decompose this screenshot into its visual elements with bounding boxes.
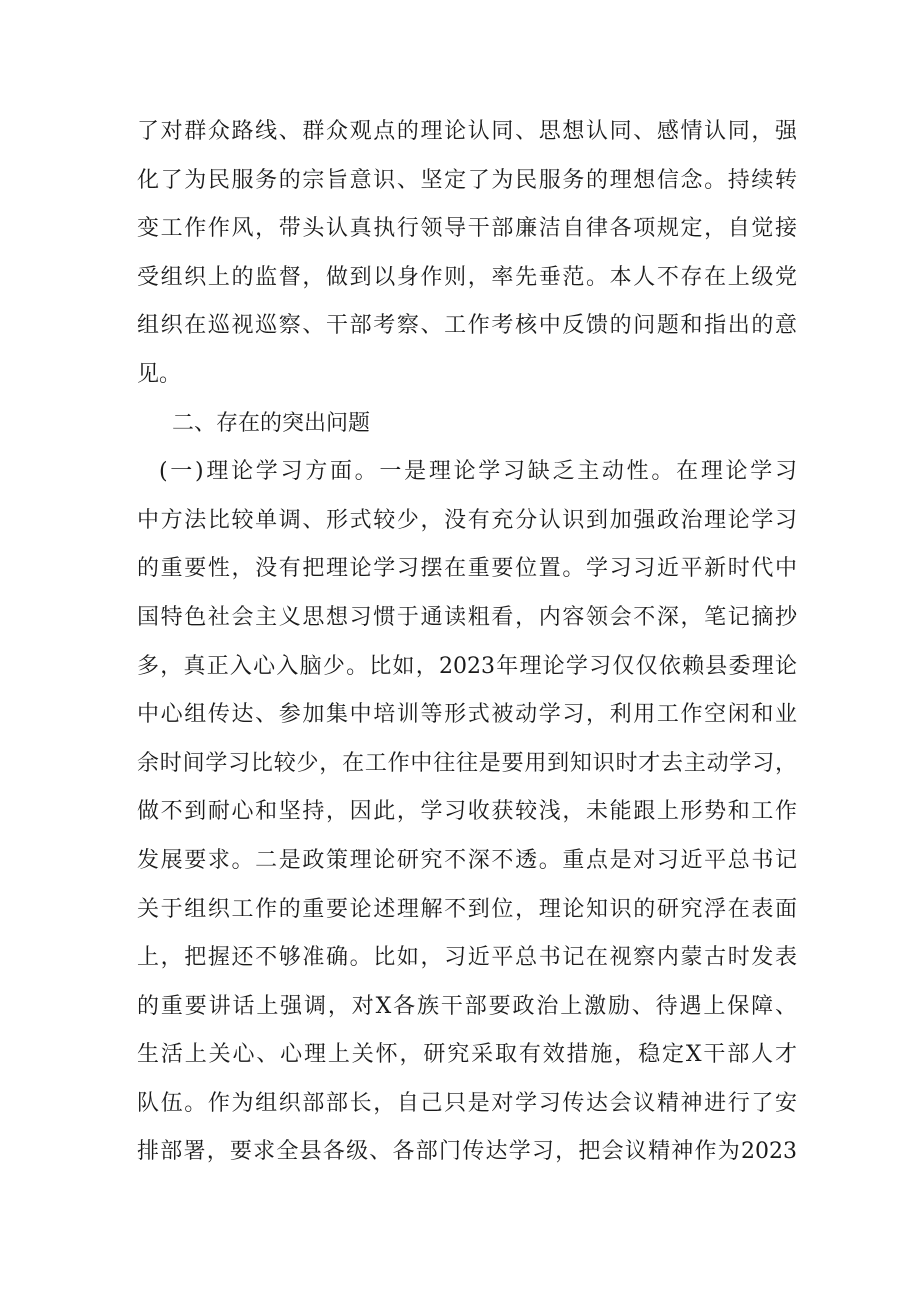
paragraph-line-16: 发展要求。二是政策理论研究不深不透。重点是对习近平总书记: [137, 847, 797, 873]
paragraph-line-17: 关于组织工作的重要论述理解不到位，理论知识的研究浮在表面: [137, 896, 797, 922]
paragraph-line-2: 化了为民服务的宗旨意识、坚定了为民服务的理想信念。持续转: [137, 167, 797, 193]
paragraph-line-22: 排部署，要求全县各级、各部门传达学习，把会议精神作为2023: [137, 1139, 797, 1165]
paragraph-line-12: 多，真正入心入脑少。比如，2023年理论学习仅仅依赖县委理论: [137, 653, 797, 679]
paragraph-line-21: 队伍。作为组织部部长，自己只是对学习传达会议精神进行了安: [137, 1090, 797, 1116]
document-body: [137, 108, 797, 1177]
paragraph-line-5: 组织在巡视巡察、干部考察、工作考核中反馈的问题和指出的意: [137, 313, 797, 339]
paragraph-line-15: 做不到耐心和坚持，因此，学习收获较浅，未能跟上形势和工作: [137, 799, 797, 825]
paragraph-line-4: 受组织上的监督，做到以身作则，率先垂范。本人不存在上级党: [137, 264, 797, 290]
paragraph-line-8: (一)理论学习方面。一是理论学习缺乏主动性。在理论学习: [159, 459, 797, 485]
paragraph-line-19: 的重要讲话上强调，对X各族干部要政治上激励、待遇上保障、: [137, 993, 797, 1019]
paragraph-line-10: 的重要性，没有把理论学习摆在重要位置。学习习近平新时代中: [137, 556, 797, 582]
paragraph-line-13: 中心组传达、参加集中培训等形式被动学习，利用工作空闲和业: [137, 702, 797, 728]
paragraph-line-1: 了对群众路线、群众观点的理论认同、思想认同、感情认同，强: [137, 119, 797, 144]
paragraph-line-20: 生活上关心、心理上关怀，研究采取有效措施，稳定X干部人才: [137, 1042, 797, 1068]
paragraph-line-9: 中方法比较单调、形式较少，没有充分认识到加强政治理论学习: [137, 507, 797, 533]
paragraph-line-6: 见。: [137, 361, 182, 387]
paragraph-line-3: 变工作作风，带头认真执行领导干部廉洁自律各项规定，自觉接: [137, 216, 797, 242]
paragraph-line-14: 余时间学习比较少，在工作中往往是要用到知识时才去主动学习，: [137, 750, 797, 776]
paragraph-line-18: 上，把握还不够准确。比如，习近平总书记在视察内蒙古时发表: [137, 945, 797, 971]
section-heading: 二、存在的突出问题: [172, 410, 371, 436]
paragraph-line-11: 国特色社会主义思想习惯于通读粗看，内容领会不深，笔记摘抄: [137, 604, 797, 630]
